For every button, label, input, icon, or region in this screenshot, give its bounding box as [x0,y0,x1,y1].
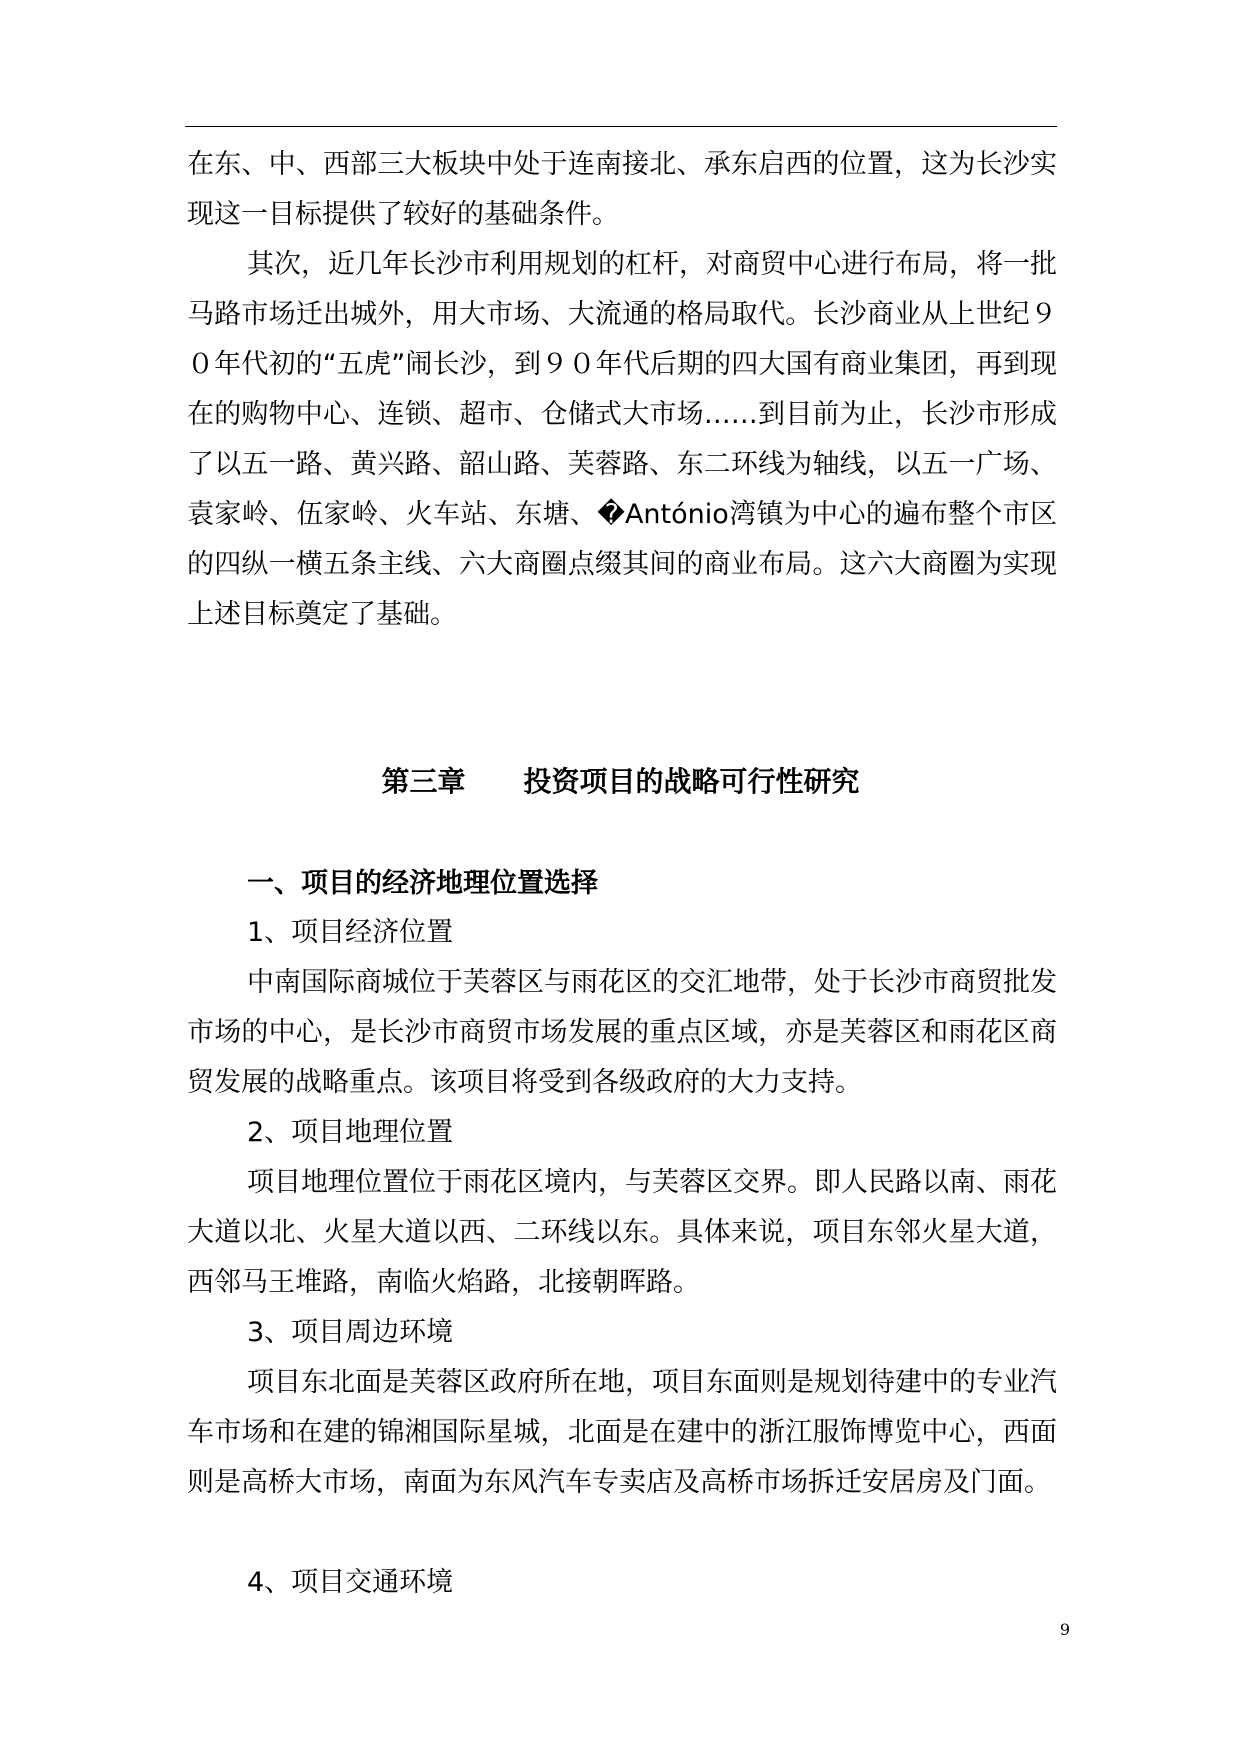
subsection-title-3: 3、项目周边环境 [247,1317,454,1348]
page-number: 9 [1059,1620,1070,1639]
section-heading: 一、项目的经济地理位置选择 [247,868,598,899]
chapter-heading: 投资项目的战略可行性研究 [523,765,860,798]
paragraph-continued: 在东、中、西部三大板块中处于连南接北、承东启西的位置，这为长沙实现这一目标提供了较好的基础条件。 [187,149,1057,230]
subsection-text-3: 项目东北面是芙蓉区政府所在地，项目东面则是规划待建中的专业汽车市场和在建的锦湘国际星城，北面是在建中的浙江服饰博览中心，西面则是高桥大市场，南面为东风汽车专卖店及高桥市场拆迁安居房及门面。 [187,1367,1057,1498]
subsection-text-1: 中南国际商城位于芙蓉区与雨花区的交汇地带，处于长沙市商贸批发市场的中心，是长沙市商贸市场发展的重点区域，亦是芙蓉区和雨花区商贸发展的战略重点。该项目将受到各级政府的大力支持。 [187,967,1057,1098]
subsection-title-2: 2、项目地理位置 [247,1117,454,1148]
header-rule [185,126,1057,127]
chapter-title [0,762,1241,802]
subsection-title-4: 4、项目交通环境 [247,1567,454,1598]
paragraph-second-reason: 其次，近几年长沙市利用规划的杠杆，对商贸中心进行布局，将一批马路市场迁出城外，用大市场、大流通的格局取代。长沙商业从上世纪９０年代初的“五虎”闹长沙，到９０年代后期的四大国有商业集团，再到现在的购物中心、连锁、超市、仓储式大市场……到目前为止，长沙市形成了以五一路、黄兴路、韶山路、芙蓉路、东二环线为轴线，以五一广场、袁家岭、伍家岭、火车站、东塘、�António湾镇为中心的遍布整个市区的四纵一横五条主线、六大商圈点缀其间的商业布局。这六大商圈为实现上述目标奠定了基础。 [187,249,1057,630]
subsection-title-1: 1、项目经济位置 [247,917,454,948]
chapter-number: 第三章 [381,765,466,798]
subsection-text-2: 项目地理位置位于雨花区境内，与芙蓉区交界。即人民路以南、雨花大道以北、火星大道以西、二环线以东。具体来说，项目东邻火星大道，西邻马王堆路，南临火焰路，北接朝晖路。 [187,1167,1057,1298]
